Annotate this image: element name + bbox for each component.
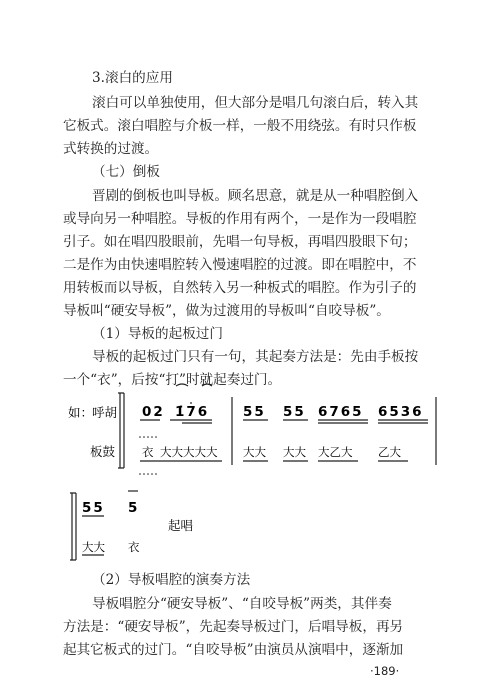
score-huhu-label: 呼胡	[92, 405, 118, 420]
note-group-2: 1̇76	[175, 404, 210, 420]
para3-line1: 导板的起板过门只有一句，其起奏方法是：先由手板按	[92, 349, 419, 365]
note-group-1: 02	[142, 404, 165, 420]
score-bangu-label: 板鼓	[90, 444, 116, 459]
row2-beat-2: 衣	[128, 540, 140, 554]
note-group-4: 55	[283, 404, 306, 420]
sub1-title: （1）导板的起板过门	[92, 326, 223, 342]
page-number: ·189·	[370, 664, 400, 678]
note-group-6: 6536	[378, 404, 424, 420]
para3-line2: 一个“衣”，后按“打”时就起奏过门。	[63, 372, 282, 388]
beat-group-6: 乙大	[378, 445, 401, 459]
para1-line2: 它板式。滚白唱腔与介板一样，一般不用绕弦。有时只作板	[63, 118, 417, 134]
score-ru-label: 如：	[68, 405, 94, 420]
note-group-3: 55	[243, 404, 266, 420]
para2-line4: 二是作为由快速唱腔转入慢速唱腔的过渡。即在唱腔中，不	[63, 257, 417, 273]
beat-group-4: 大大	[283, 445, 306, 459]
para2-line5: 用转板而以导板，自然转入另一种板式的唱腔。作为引子的	[63, 280, 417, 296]
para1-line1: 滚白可以单独使用，但大部分是唱几句滚白后，转入其	[92, 95, 419, 111]
beat-group-3: 大大	[243, 445, 266, 459]
para2-line2: 或导向另一种唱腔。导板的作用有两个，一是作为一段唱腔	[63, 211, 417, 227]
beat-group-2: 大大大大大	[160, 445, 218, 459]
para2-line3: 引子。如在唱四股眼前，先唱一句导板，再唱四股眼下句；	[63, 234, 417, 250]
para4-line2: 方法是：“硬安导板”，先起奏导板过门，后唱导板，再另	[63, 619, 404, 635]
beat-group-1: 衣	[142, 445, 154, 459]
beat-group-5: 大乙大	[318, 445, 353, 459]
row2-note-2: 5	[128, 500, 140, 516]
sub2-title: （2）导板唱腔的演奏方法	[92, 572, 251, 588]
para1-line3: 式转换的过渡。	[63, 141, 159, 157]
row2-beat-1: 大大	[82, 540, 105, 554]
section-title: （七）倒板	[92, 164, 160, 180]
para4-line1: 导板唱腔分“硬安导板”、“自咬导板”两类，其伴奏	[92, 596, 392, 612]
para4-line3: 起其它板式的过门。“自咬导板”由演员从演唱中，逐渐加	[63, 642, 404, 658]
qichang-label: 起唱	[168, 518, 194, 533]
heading-3: 3.滚白的应用	[92, 70, 173, 86]
row2-note-1: 55	[82, 500, 105, 516]
high-dot	[190, 402, 192, 404]
para2-line6: 导板叫“硬安导板”，做为过渡用的导板叫“自咬导板”。	[63, 303, 390, 319]
note-group-5: 6765	[318, 404, 364, 420]
para2-line1: 晋剧的倒板也叫导板。顾名思意，就是从一种唱腔倒入	[92, 188, 419, 204]
